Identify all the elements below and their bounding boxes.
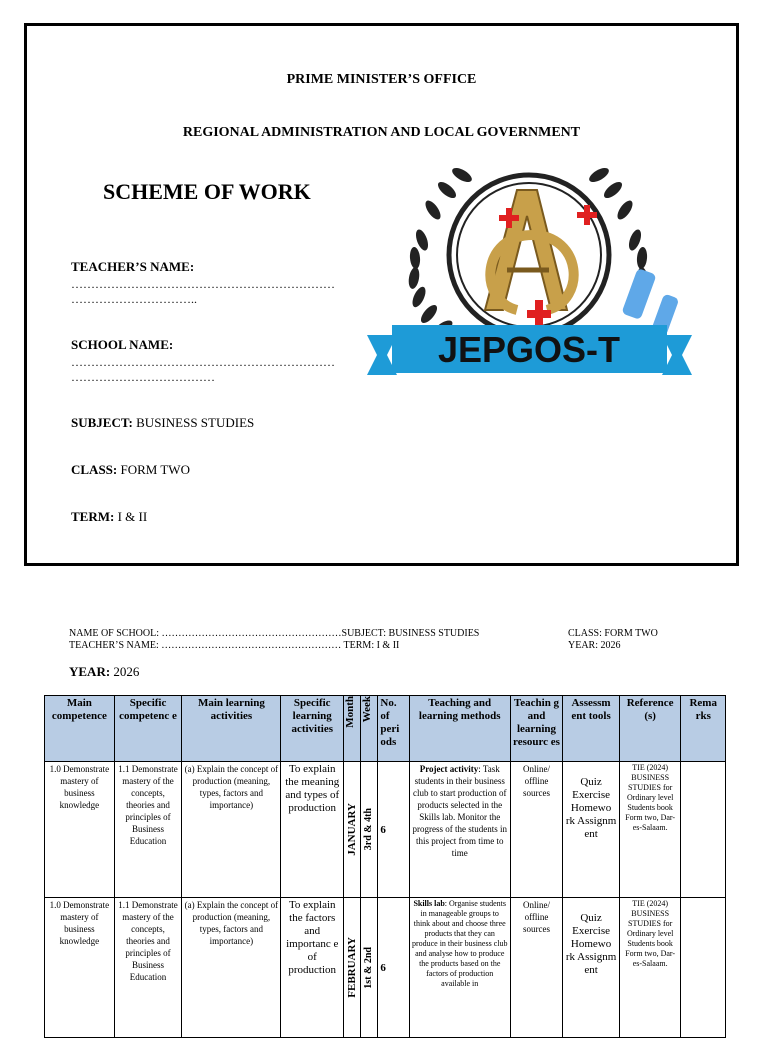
- subject-field: SUBJECT: BUSINESS STUDIES: [71, 415, 255, 430]
- header-month: Month: [344, 696, 361, 762]
- school-dots-2: ………………………………: [71, 370, 215, 384]
- header-specific-activities: Specific learning activities: [281, 696, 344, 762]
- class-field: CLASS: FORM TWO: [71, 462, 190, 477]
- header-methods: Teaching and learning methods: [409, 696, 510, 762]
- year-small-line: YEAR: 2026: [568, 640, 621, 651]
- header-reference: Reference (s): [619, 696, 681, 762]
- cell-specific-activity: To explain the factors and importanc e of production: [281, 898, 344, 1038]
- header-main-competence: Main competence: [45, 696, 115, 762]
- cell-methods: Skills lab: Organise students in manageable groups to think about and choose three products that they can produce in their business club and analyse how to produce the products based on the factors of production available in: [409, 898, 510, 1038]
- header-week: Week: [361, 696, 378, 762]
- class-line: CLASS: FORM TWO: [568, 628, 658, 639]
- school-dots-1: …………………………………………………………: [71, 355, 335, 369]
- header-assessment: Assessm ent tools: [563, 696, 620, 762]
- term-field: TERM: I & II: [71, 509, 148, 524]
- cell-assessment: Quiz Exercise Homewo rk Assignm ent: [563, 762, 620, 898]
- cell-reference: TIE (2024) BUSINESS STUDIES for Ordinary level Students book Form two, Dar-es-Salaam.: [619, 898, 681, 1038]
- cell-month: FEBRUARY: [344, 898, 361, 1038]
- cell-specific-competence: 1.1 Demonstrate mastery of the concepts, theories and principles of Business Education: [114, 898, 182, 1038]
- header-remarks: Rema rks: [681, 696, 726, 762]
- cell-main-competence: 1.0 Demonstrate mastery of business knowledge: [45, 762, 115, 898]
- office-heading: PRIME MINISTER’S OFFICE: [286, 72, 477, 87]
- cell-month: JANUARY: [344, 762, 361, 898]
- teacher-label: TEACHER’S NAME:: [71, 259, 195, 274]
- cell-reference: TIE (2024) BUSINESS STUDIES for Ordinary level Students book Form two, Dar-es-Salaam.: [619, 762, 681, 898]
- year-field: YEAR: 2026: [69, 664, 140, 679]
- cell-specific-activity: To explain the meaning and types of production: [281, 762, 344, 898]
- cell-periods: 6: [378, 898, 409, 1038]
- ralg-heading: REGIONAL ADMINISTRATION AND LOCAL GOVERNMENT: [182, 125, 581, 140]
- teacher-term-line: TEACHER’S NAME: ……………………………………………… TERM: I & II: [69, 640, 400, 651]
- teacher-dots-1: …………………………………………………………: [71, 277, 335, 291]
- cell-remarks: [681, 762, 726, 898]
- cell-week: 1st & 2nd: [361, 898, 378, 1038]
- header-resources: Teachin g and learning resourc es: [510, 696, 563, 762]
- cell-specific-competence: 1.1 Demonstrate mastery of the concepts, theories and principles of Business Education: [114, 762, 182, 898]
- cell-assessment: Quiz Exercise Homewo rk Assignm ent: [563, 898, 620, 1038]
- header-periods: No. of peri ods: [378, 696, 409, 762]
- cell-periods: 6: [378, 762, 409, 898]
- cell-resources: Online/ offline sources: [510, 898, 563, 1038]
- header-main-activities: Main learning activities: [182, 696, 281, 762]
- cover-page: [24, 23, 739, 566]
- document-title: SCHEME OF WORK: [103, 179, 311, 204]
- header-specific-competence: Specific competenc e: [114, 696, 182, 762]
- cell-main-activity: (a) Explain the concept of production (meaning, types, factors and importance): [182, 762, 281, 898]
- cell-resources: Online/ offline sources: [510, 762, 563, 898]
- cell-methods: Project activity: Task students in their business club to start production of products selected in the Skills lab. Monitor the progress of the students in this project from time to time: [409, 762, 510, 898]
- jepgos-logo: [367, 150, 692, 380]
- cell-main-competence: 1.0 Demonstrate mastery of business knowledge: [45, 898, 115, 1038]
- table-row: [45, 762, 726, 898]
- school-label: SCHOOL NAME:: [71, 337, 174, 352]
- school-subject-line: NAME OF SCHOOL: ………………………………………………SUBJECT: BUSINESS STUDIES: [69, 628, 480, 639]
- table-row: [45, 898, 726, 1038]
- scheme-table: [44, 695, 726, 1038]
- cell-main-activity: (a) Explain the concept of production (meaning, types, factors and importance): [182, 898, 281, 1038]
- cell-remarks: [681, 898, 726, 1038]
- cell-week: 3rd & 4th: [361, 762, 378, 898]
- logo-text: JEPGOS-T: [437, 329, 621, 370]
- teacher-dots-2: …………………………..: [71, 292, 197, 306]
